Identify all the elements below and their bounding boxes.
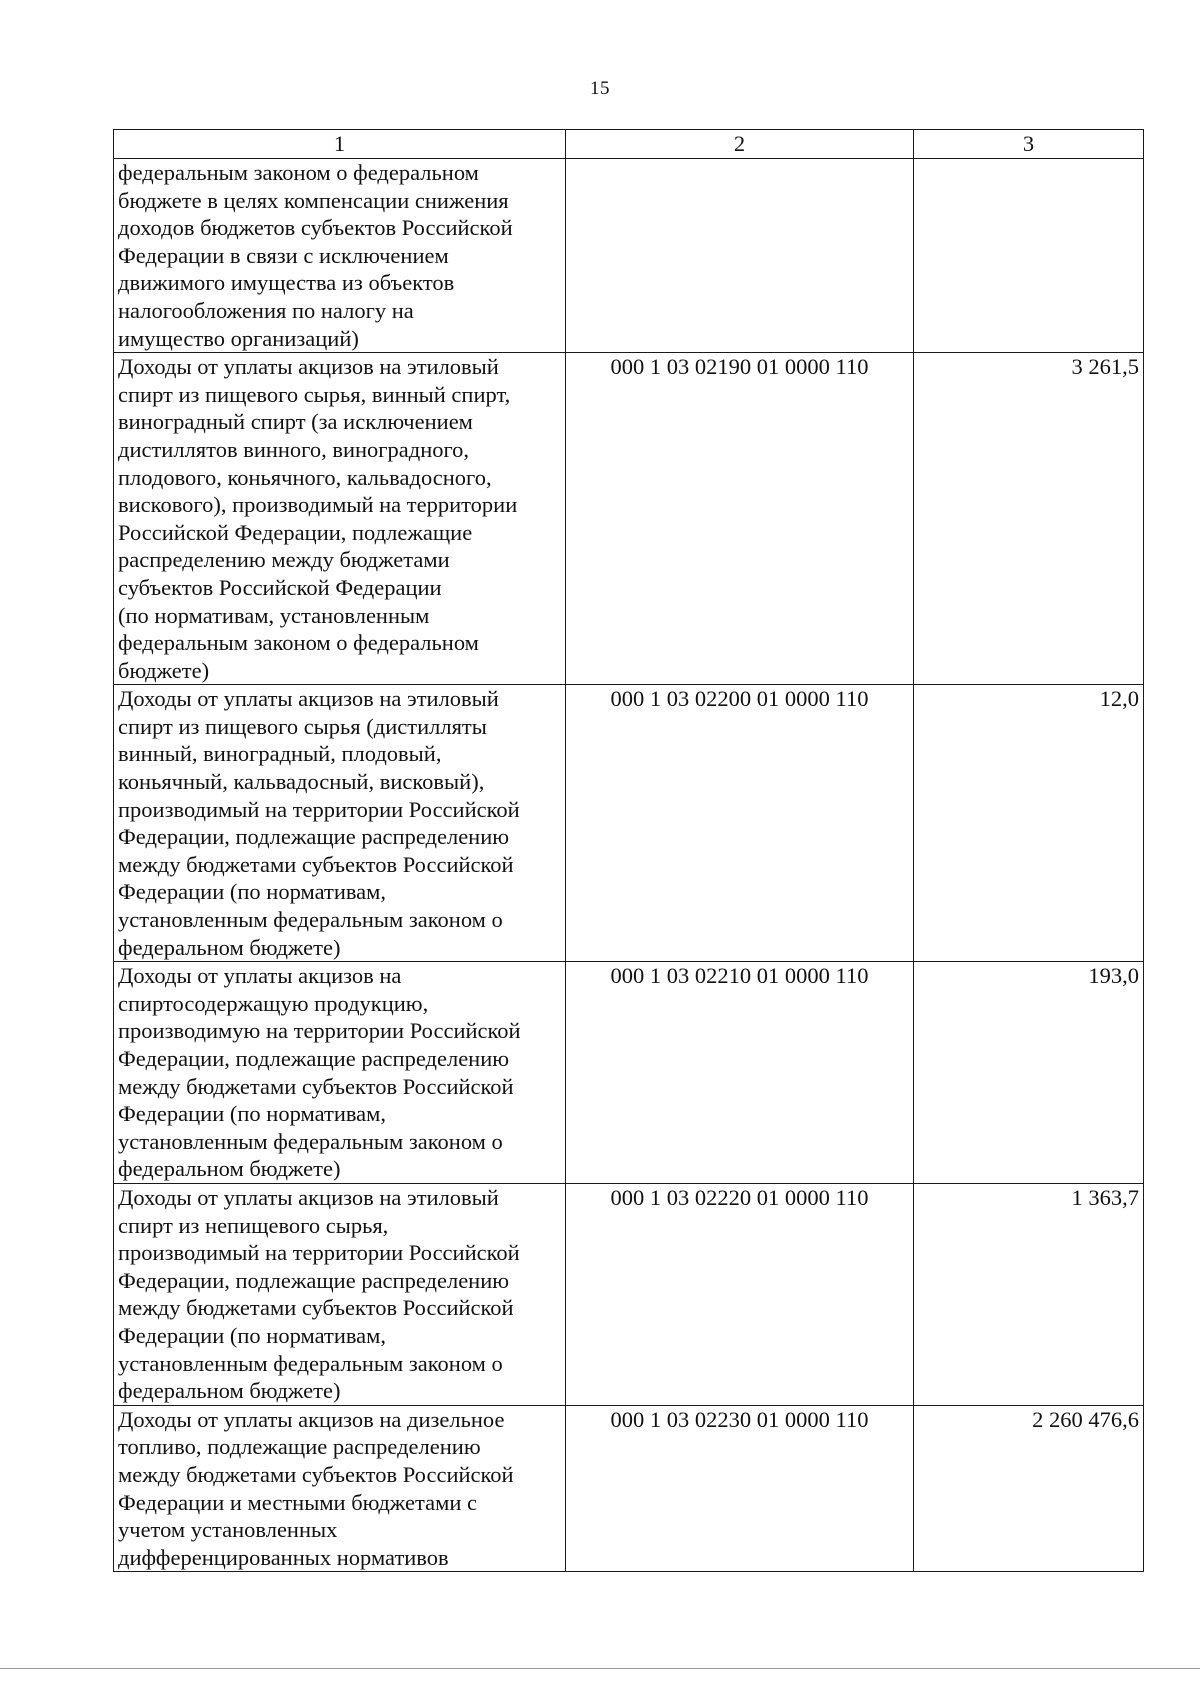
description-line: федеральным законом о федеральном (118, 630, 479, 656)
description-line: установленным федеральным законом о (118, 907, 503, 933)
description-line: федеральном бюджете) (118, 1156, 341, 1182)
description-line: коньячный, кальвадосный, висковый), (118, 769, 485, 795)
budget-classification-code: 000 1 03 02230 01 0000 110 (566, 1405, 914, 1572)
description-line: Федерации, подлежащие распределению (118, 1267, 510, 1293)
description-line: вискового), производимый на территории (118, 492, 518, 518)
description-line: федеральном бюджете) (118, 1378, 341, 1404)
description-line: винный, виноградный, плодовый, (118, 741, 442, 767)
description-line: между бюджетами субъектов Российской (118, 851, 514, 877)
table-row (114, 962, 1144, 1184)
description-line: распределению между бюджетами (118, 547, 450, 573)
revenue-description (114, 1183, 566, 1405)
description-line: установленным федеральным законом о (118, 1350, 503, 1376)
amount-value: 193,0 (914, 962, 1144, 1184)
revenue-description (114, 962, 566, 1184)
description-line: учетом установленных (118, 1517, 338, 1543)
description-line: Федерации, подлежащие распределению (118, 1046, 510, 1071)
description-line: дифференцированных нормативов (118, 1544, 449, 1570)
description-line: виноградный спирт (за исключением (118, 409, 473, 435)
description-line: спирт из пищевого сырья (дистилляты (118, 713, 487, 739)
description-line: бюджете в целях компенсации снижения (118, 187, 509, 213)
description-line: имущество организаций) (118, 325, 359, 351)
description-line: дистиллятов винного, виноградного, (118, 436, 470, 462)
description-line: налогообложения по налогу на (118, 297, 414, 323)
description-line: спирт из непищевого сырья, (118, 1212, 389, 1238)
table-row (114, 159, 1144, 353)
revenue-description (114, 159, 566, 353)
description-line: федеральном бюджете) (118, 934, 341, 960)
description-line: производимый на территории Российской (118, 1240, 520, 1266)
description-line: установленным федеральным законом о (118, 1128, 503, 1154)
description-line: спиртосодержащую продукцию, (118, 990, 429, 1016)
description-line: субъектов Российской Федерации (118, 574, 442, 600)
description-line: плодового, коньячного, кальвадосного, (118, 464, 492, 490)
amount-value (914, 159, 1144, 353)
description-line: Федерации, подлежащие распределению (118, 824, 510, 850)
column-header-2: 2 (566, 130, 914, 159)
description-line: доходов бюджетов субъектов Российской (118, 215, 513, 241)
table-header-row (114, 130, 1144, 159)
description-line: между бюджетами субъектов Российской (118, 1295, 514, 1321)
budget-classification-code (566, 159, 914, 353)
description-line: федеральным законом о федеральном (118, 160, 479, 185)
description-line: Доходы от уплаты акцизов на этиловый (118, 1184, 499, 1210)
amount-value: 3 261,5 (914, 353, 1144, 685)
description-line: топливо, подлежащие распределению (118, 1434, 481, 1460)
description-line: Федерации в связи с исключением (118, 242, 449, 268)
amount-value: 2 260 476,6 (914, 1405, 1144, 1572)
description-line: Федерации (по нормативам, (118, 879, 387, 905)
amount-value: 1 363,7 (914, 1183, 1144, 1405)
description-line: Федерации (по нормативам, (118, 1322, 387, 1348)
description-line: Доходы от уплаты акцизов на (118, 963, 402, 989)
description-line: производимую на территории Российской (118, 1018, 521, 1044)
budget-classification-code: 000 1 03 02200 01 0000 110 (566, 685, 914, 962)
table-row (114, 1405, 1144, 1572)
column-header-1: 1 (114, 130, 566, 159)
revenue-description (114, 353, 566, 685)
description-line: движимого имущества из объектов (118, 270, 455, 296)
revenue-description (114, 685, 566, 962)
description-line: Доходы от уплаты акцизов на дизельное (118, 1406, 505, 1432)
description-line: спирт из пищевого сырья, винный спирт, (118, 381, 511, 407)
description-line: Доходы от уплаты акцизов на этиловый (118, 686, 499, 712)
description-line: (по нормативам, установленным (118, 602, 430, 628)
description-line: Федерации (по нормативам, (118, 1101, 387, 1127)
bottom-scan-line (0, 1668, 1200, 1669)
description-line: производимый на территории Российской (118, 796, 520, 822)
description-line: Федерации и местными бюджетами с (118, 1489, 478, 1515)
description-line: бюджете) (118, 657, 210, 683)
budget-classification-code: 000 1 03 02190 01 0000 110 (566, 353, 914, 685)
column-header-3: 3 (914, 130, 1144, 159)
revenue-description (114, 1405, 566, 1572)
page-number: 15 (590, 78, 610, 99)
table-body (114, 159, 1144, 1572)
revenue-table (113, 129, 1144, 1572)
budget-classification-code: 000 1 03 02220 01 0000 110 (566, 1183, 914, 1405)
table-row (114, 353, 1144, 685)
table-row (114, 685, 1144, 962)
description-line: между бюджетами субъектов Российской (118, 1073, 514, 1099)
description-line: между бюджетами субъектов Российской (118, 1461, 514, 1487)
budget-classification-code: 000 1 03 02210 01 0000 110 (566, 962, 914, 1184)
amount-value: 12,0 (914, 685, 1144, 962)
description-line: Российской Федерации, подлежащие (118, 519, 473, 545)
description-line: Доходы от уплаты акцизов на этиловый (118, 354, 499, 380)
table-row (114, 1183, 1144, 1405)
